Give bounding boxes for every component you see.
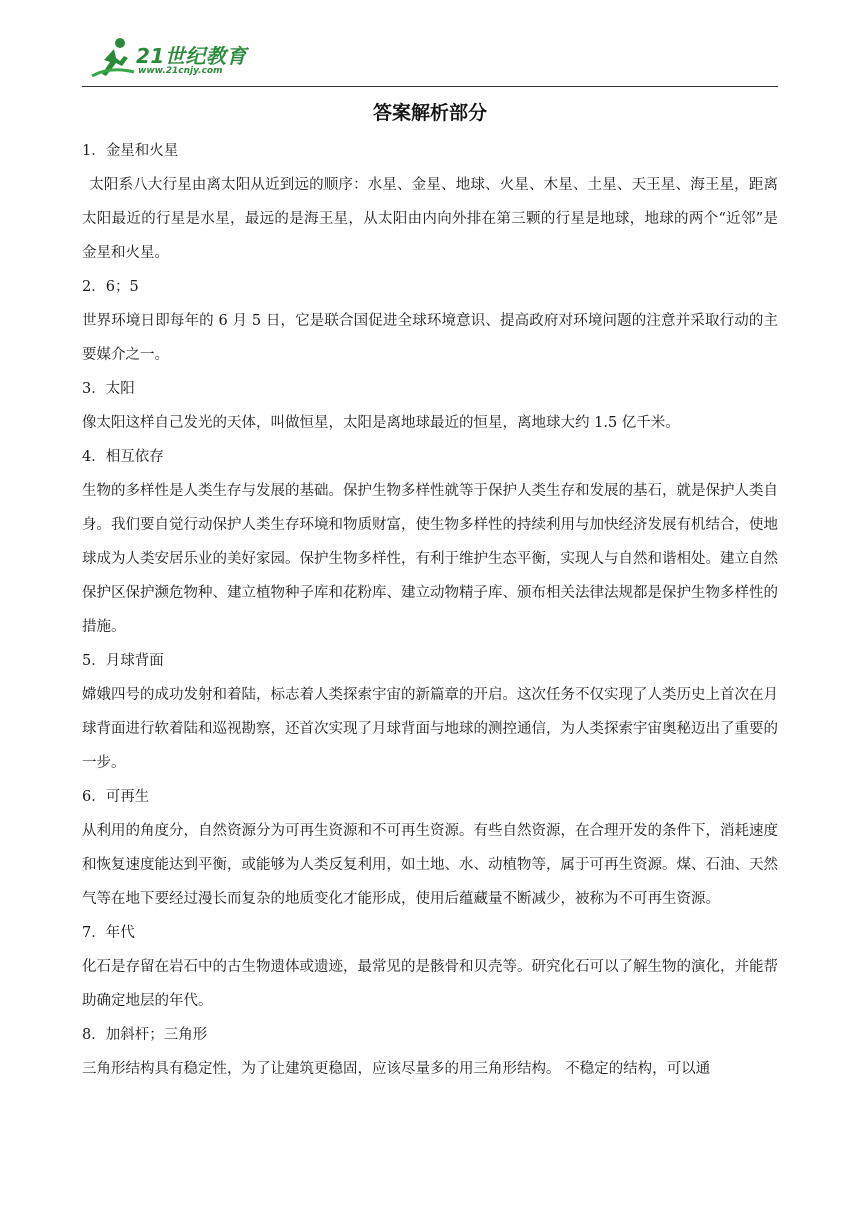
answer-heading: 8．加斜杆；三角形 <box>82 1027 208 1043</box>
answer-item-3 <box>82 372 778 440</box>
answer-explanation: 太阳系八大行星由离太阳从近到远的顺序：水星、金星、地球、火星、木星、土星、天王星、海王星，距离太阳最近的行星是水星，最远的是海王星，从太阳由内向外排在第三颗的行星是地球，地球的两个“近邻”是金星和火星。 <box>82 177 778 261</box>
answer-heading: 3．太阳 <box>82 381 135 397</box>
answer-item-7 <box>82 916 778 1018</box>
answer-item-4 <box>82 440 778 644</box>
answer-heading: 2．6；5 <box>82 279 139 295</box>
answer-item-8 <box>82 1018 778 1086</box>
answer-item-2 <box>82 270 778 372</box>
answer-heading: 6．可再生 <box>82 789 150 805</box>
answer-list <box>82 134 778 1086</box>
answer-heading: 4．相互依存 <box>82 449 164 465</box>
page-title: 答案解析部分 <box>372 102 487 124</box>
page-header <box>82 30 778 87</box>
answer-explanation: 嫦娥四号的成功发射和着陆，标志着人类探索宇宙的新篇章的开启。这次任务不仅实现了人类历史上首次在月球背面进行软着陆和巡视勘察，还首次实现了月球背面与地球的测控通信，为人类探索宇宙奥秘迈出了重要的一步。 <box>82 687 778 771</box>
answer-explanation: 三角形结构具有稳定性，为了让建筑更稳固，应该尽量多的用三角形结构。 不稳定的结构，可以通 <box>82 1061 711 1077</box>
answer-item-1 <box>82 134 778 270</box>
answer-heading: 7．年代 <box>82 925 135 941</box>
answer-heading: 1．金星和火星 <box>82 143 179 159</box>
answer-heading: 5．月球背面 <box>82 653 164 669</box>
logo <box>90 36 260 84</box>
answer-item-6 <box>82 780 778 916</box>
answer-explanation: 像太阳这样自己发光的天体，叫做恒星，太阳是离地球最近的恒星，离地球大约 1.5 亿千米。 <box>82 415 680 431</box>
logo-text: 21世纪教育 <box>136 44 247 68</box>
answer-explanation: 从利用的角度分，自然资源分为可再生资源和不可再生资源。有些自然资源，在合理开发的条件下，消耗速度和恢复速度能达到平衡，或能够为人类反复利用，如土地、水、动植物等，属于可再生资源。煤、石油、天然气等在地下要经过漫长而复杂的地质变化才能形成，使用后蕴藏量不断减少，被称为不可再生资源。 <box>82 823 778 907</box>
answer-item-5 <box>82 644 778 780</box>
answer-explanation: 化石是存留在岩石中的古生物遗体或遗迹，最常见的是骸骨和贝壳等。研究化石可以了解生物的演化，并能帮助确定地层的年代。 <box>82 959 778 1009</box>
logo-url: www.21cnjy.com <box>138 66 223 76</box>
answer-explanation: 世界环境日即每年的 6 月 5 日，它是联合国促进全球环境意识、提高政府对环境问题的注意并采取行动的主要媒介之一。 <box>82 313 778 363</box>
answer-explanation: 生物的多样性是人类生存与发展的基础。保护生物多样性就等于保护人类生存和发展的基石，就是保护人类自身。我们要自觉行动保护人类生存环境和物质财富，使生物多样性的持续利用与加快经济发展有机结合，使地球成为人类安居乐业的美好家园。保护生物多样性，有利于维护生态平衡，实现人与自然和谐相处。建立自然保护区保护濒危物种、建立植物种子库和花粉库、建立动物精子库、颁布相关法律法规都是保护生物多样性的措施。 <box>82 483 778 635</box>
runner-logo-icon <box>90 36 136 80</box>
